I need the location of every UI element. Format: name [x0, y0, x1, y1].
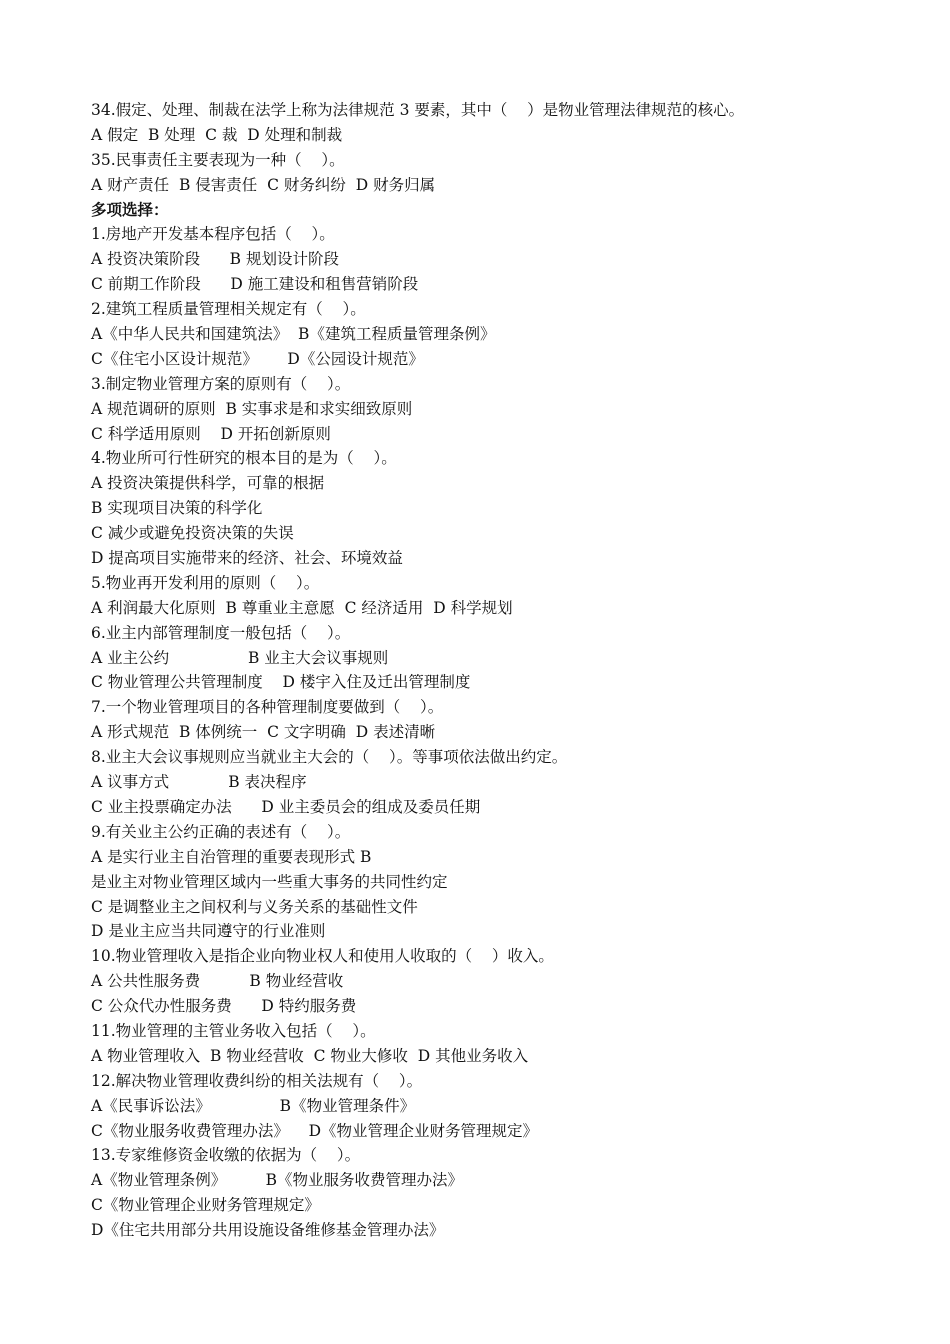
- line-m4-b: B 实现项目决策的科学化: [91, 499, 263, 518]
- line-q35-options: A 财产责任 B 侵害责任 C 财务纠纷 D 财务归属: [91, 175, 436, 194]
- line-m9: 9.有关业主公约正确的表述有（ ）。: [91, 822, 351, 841]
- line-m4-d: D 提高项目实施带来的经济、社会、环境效益: [91, 549, 403, 568]
- line-m2: 2.建筑工程质量管理相关规定有（ ）。: [91, 300, 366, 319]
- line-q34-options: A 假定 B 处理 C 裁 D 处理和制裁: [91, 125, 343, 144]
- line-m12-cd: C《物业服务收费管理办法》 D《物业管理企业财务管理规定》: [91, 1121, 538, 1140]
- line-m6-cd: C 物业管理公共管理制度 D 楼宇入住及迁出管理制度: [91, 673, 471, 692]
- line-m3-ab: A 规范调研的原则 B 实事求是和求实细致原则: [91, 399, 413, 418]
- document-page: [91, 98, 891, 1243]
- line-m11: 11.物业管理的主管业务收入包括（ ）。: [91, 1021, 376, 1040]
- line-m5: 5.物业再开发利用的原则（ ）。: [91, 573, 320, 592]
- line-m3-cd: C 科学适用原则 D 开拓创新原则: [91, 424, 331, 443]
- line-m10-ab: A 公共性服务费 B 物业经营收: [91, 972, 344, 991]
- line-q35: 35.民事责任主要表现为一种（ ）。: [91, 150, 345, 169]
- line-m12: 12.解决物业管理收费纠纷的相关法规有（ ）。: [91, 1071, 423, 1090]
- line-m10: 10.物业管理收入是指企业向物业权人和使用人收取的（ ）收入。: [91, 947, 554, 966]
- line-m9-c: C 是调整业主之间权利与义务关系的基础性文件: [91, 897, 418, 916]
- line-m4-a: A 投资决策提供科学，可靠的根据: [91, 474, 325, 493]
- line-m8-ab: A 议事方式 B 表决程序: [91, 773, 307, 792]
- line-q34: 34.假定、处理、制裁在法学上称为法律规范 3 要素，其中（ ）是物业管理法律规范的核心。: [91, 101, 745, 119]
- line-m10-cd: C 公众代办性服务费 D 特约服务费: [91, 997, 357, 1016]
- line-m2-ab: A《中华人民共和国建筑法》 B《建筑工程质量管理条例》: [91, 325, 496, 344]
- line-m13-c: C《物业管理企业财务管理规定》: [91, 1196, 320, 1215]
- line-m9-b: 是业主对物业管理区域内一些重大事务的共同性约定: [91, 872, 448, 891]
- line-m7-options: A 形式规范 B 体例统一 C 文字明确 D 表述清晰: [91, 723, 436, 742]
- line-m3: 3.制定物业管理方案的原则有（ ）。: [91, 374, 351, 393]
- line-section-multiple-choice: 多项选择：: [91, 199, 169, 219]
- line-m13: 13.专家维修资金收缴的依据为（ ）。: [91, 1146, 361, 1165]
- line-m9-a: A 是实行业主自治管理的重要表现形式 B: [91, 847, 372, 866]
- line-m1-cd: C 前期工作阶段 D 施工建设和租售营销阶段: [91, 275, 419, 294]
- line-m7: 7.一个物业管理项目的各种管理制度要做到（ ）。: [91, 698, 444, 717]
- line-m5-options: A 利润最大化原则 B 尊重业主意愿 C 经济适用 D 科学规划: [91, 598, 513, 617]
- line-m4: 4.物业所可行性研究的根本目的是为（ ）。: [91, 449, 397, 468]
- line-m11-options: A 物业管理收入 B 物业经营收 C 物业大修收 D 其他业务收入: [91, 1046, 529, 1065]
- line-m8-cd: C 业主投票确定办法 D 业主委员会的组成及委员任期: [91, 797, 481, 816]
- line-m9-d: D 是业主应当共同遵守的行业准则: [91, 922, 326, 941]
- line-m2-cd: C《住宅小区设计规范》 D《公园设计规范》: [91, 349, 424, 368]
- line-m13-d: D《住宅共用部分共用设施设备维修基金管理办法》: [91, 1221, 445, 1240]
- line-m12-ab: A《民事诉讼法》 B《物业管理条件》: [91, 1096, 416, 1115]
- line-m6: 6.业主内部管理制度一般包括（ ）。: [91, 623, 351, 642]
- line-m8: 8.业主大会议事规则应当就业主大会的（ ）。等事项依法做出约定。: [91, 748, 568, 767]
- line-m13-ab: A《物业管理条例》 B《物业服务收费管理办法》: [91, 1171, 464, 1190]
- line-m6-ab: A 业主公约 B 业主大会议事规则: [91, 648, 389, 667]
- line-m1-ab: A 投资决策阶段 B 规划设计阶段: [91, 250, 340, 269]
- line-m4-c: C 减少或避免投资决策的失误: [91, 524, 294, 543]
- line-m1: 1.房地产开发基本程序包括（ ）。: [91, 225, 335, 244]
